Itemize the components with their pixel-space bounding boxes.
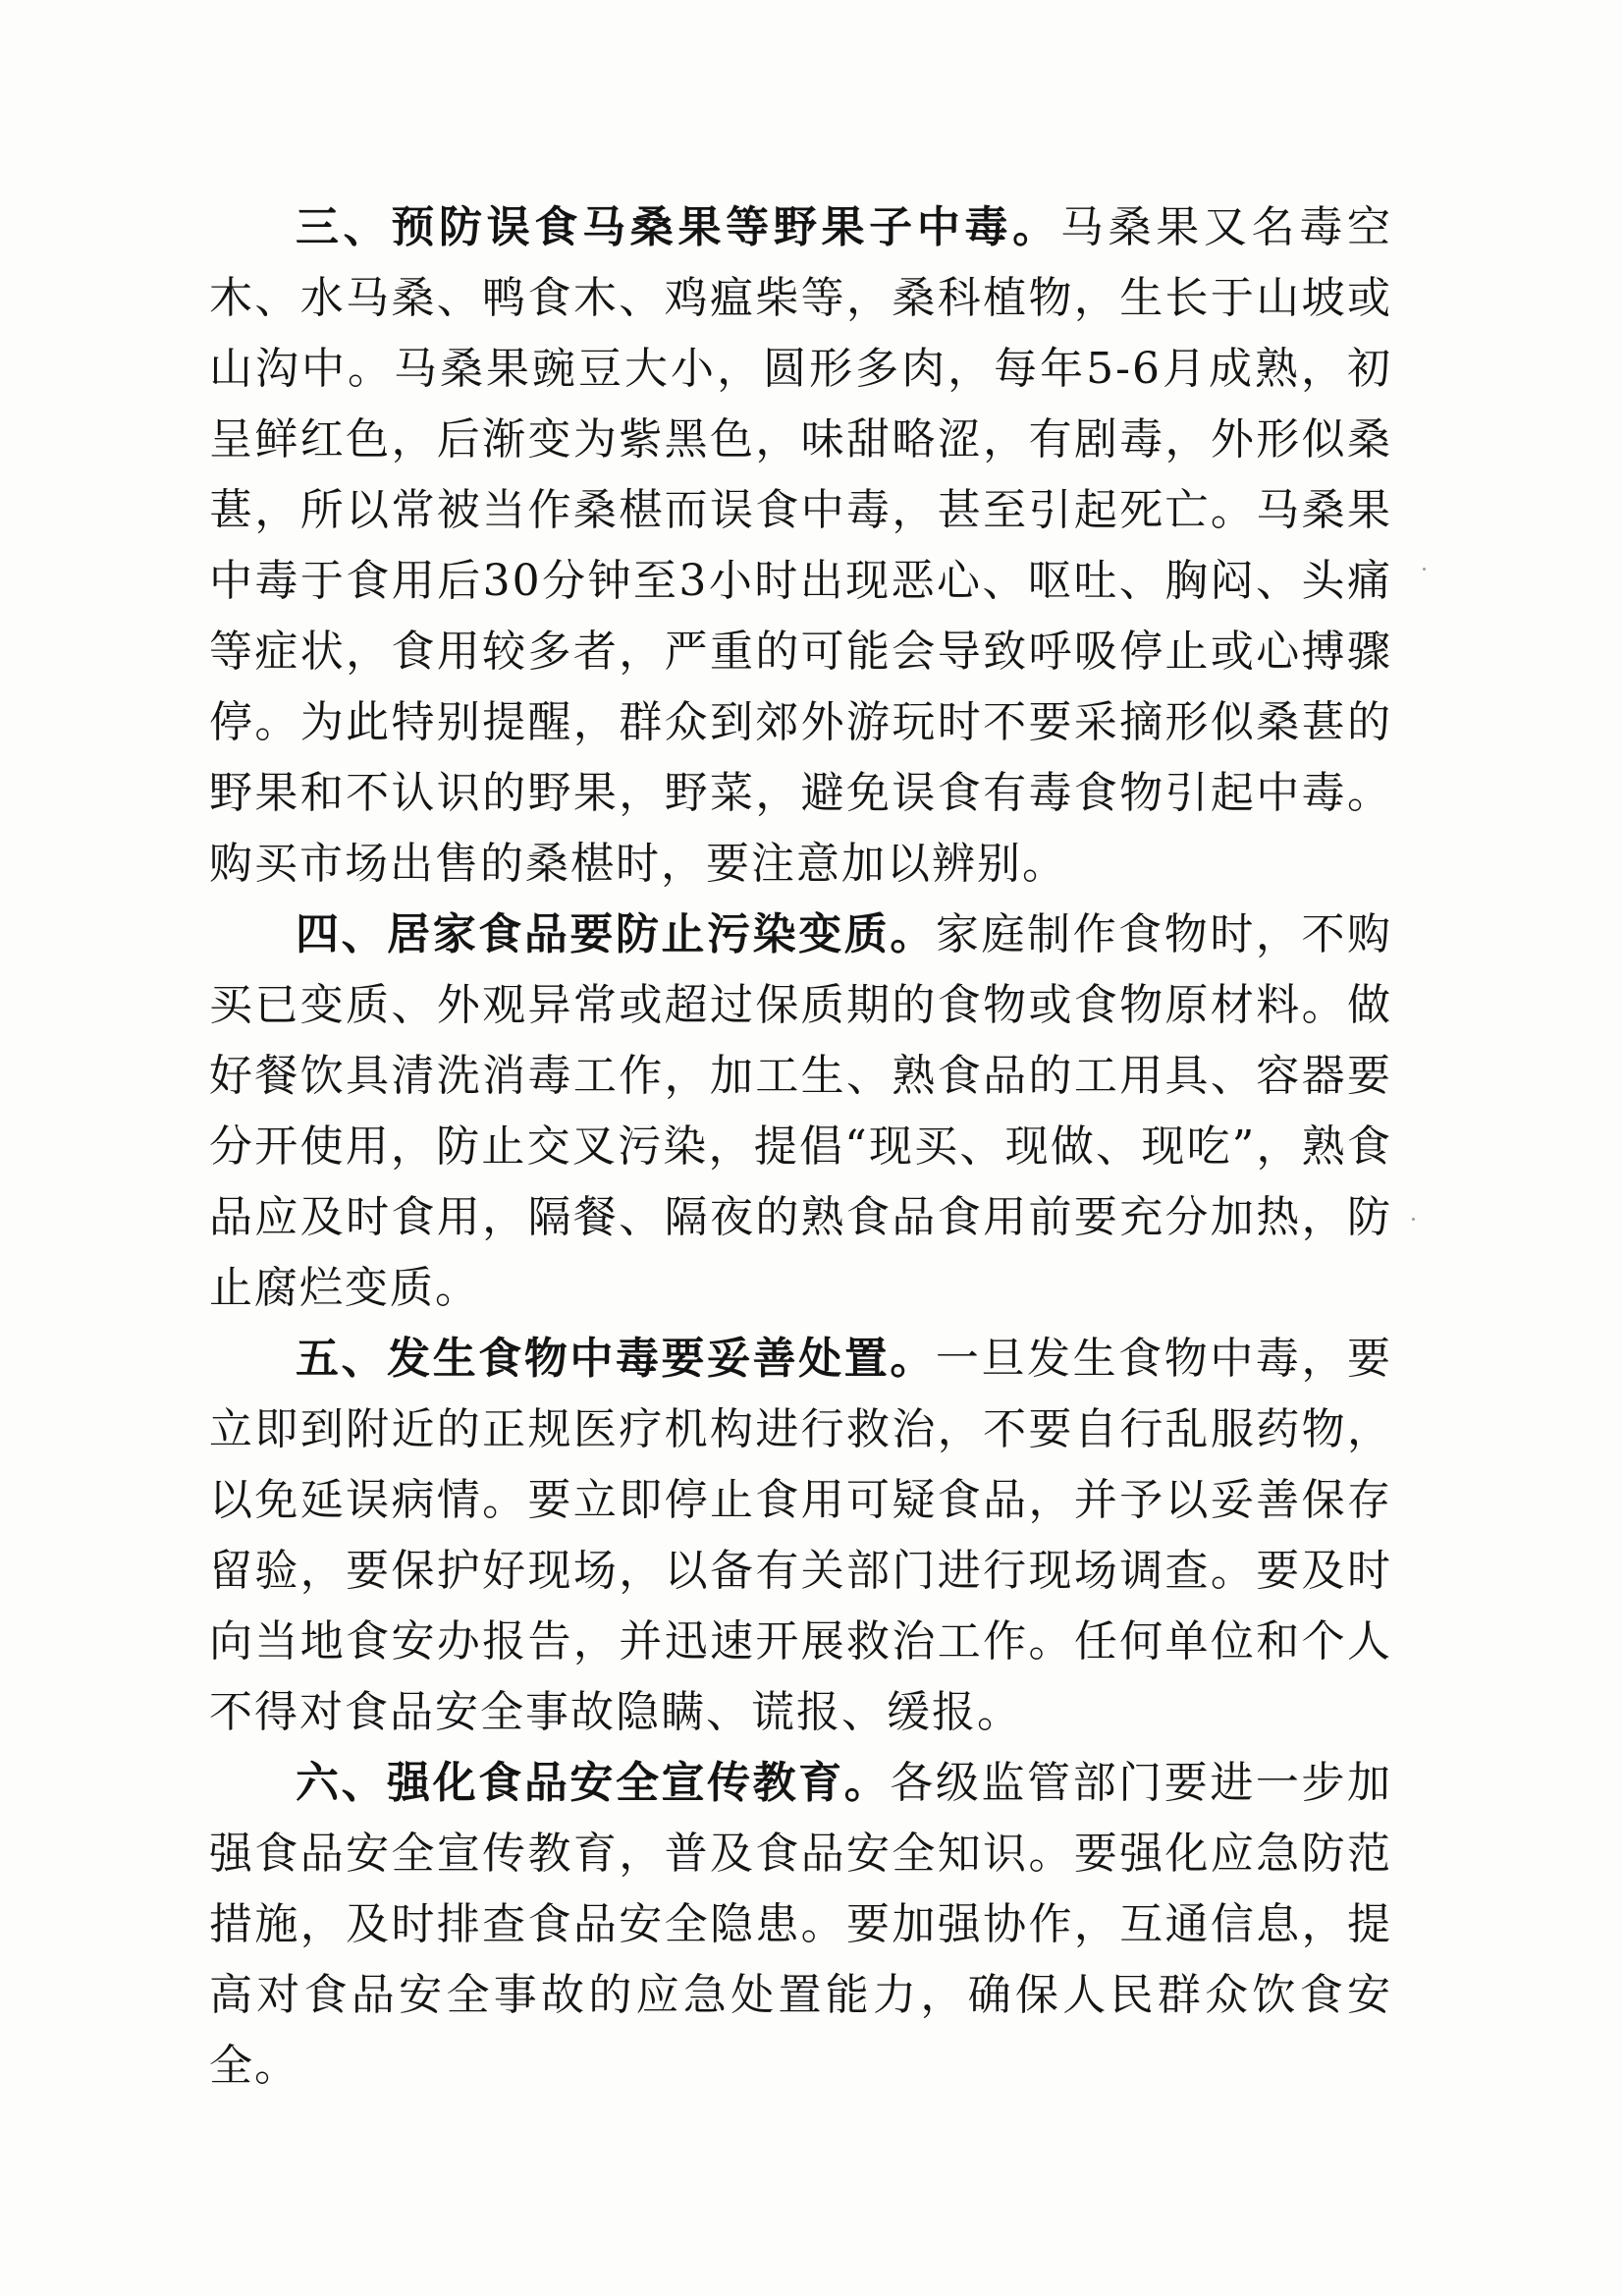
scan-speck <box>1423 568 1426 571</box>
document-body <box>209 192 1392 2102</box>
paragraph-3-text: 马桑果又名毒空木、水马桑、鸭食木、鸡瘟柴等，桑科植物，生长于山坡或山沟中。马桑果豌豆大小，圆形多肉，每年5-6月成熟，初呈鲜红色，后渐变为紫黑色，味甜略涩，有剧毒，外形似桑葚，所以常被当作桑椹而误食中毒，甚至引起死亡。马桑果中毒于食用后30分钟至3小时出现恶心、呕吐、胸闷、头痛等症状，食用较多者，严重的可能会导致呼吸停止或心搏骤停。为此特别提醒，群众到郊外游玩时不要采摘形似桑葚的野果和不认识的野果，野菜，避免误食有毒食物引起中毒。购买市场出售的桑椹时，要注意加以辨别。 <box>209 202 1393 889</box>
paragraph-5-heading: 五、发生食物中毒要妥善处置。 <box>296 1334 936 1384</box>
paragraph-3-heading: 三、预防误食马桑果等野果子中毒。 <box>296 202 1060 252</box>
paragraph-5 <box>209 1324 1392 1748</box>
paragraph-4-text: 家庭制作食物时，不购买已变质、外观异常或超过保质期的食物或食物原材料。做好餐饮具清洗消毒工作，加工生、熟食品的工用具、容器要分开使用，防止交叉污染，提倡“现买、现做、现吃”，熟食品应及时食用，隔餐、隔夜的熟食品食用前要充分加热，防止腐烂变质。 <box>209 909 1393 1313</box>
paragraph-6-heading: 六、强化食品安全宣传教育。 <box>296 1758 891 1808</box>
paragraph-4 <box>209 900 1392 1324</box>
paragraph-3 <box>209 192 1392 900</box>
paragraph-5-text: 一旦发生食物中毒，要立即到附近的正规医疗机构进行救治，不要自行乱服药物，以免延误病情。要立即停止食用可疑食品，并予以妥善保存留验，要保护好现场，以备有关部门进行现场调查。要及时向当地食安办报告，并迅速开展救治工作。任何单位和个人不得对食品安全事故隐瞒、谎报、缓报。 <box>209 1334 1393 1737</box>
paragraph-4-heading: 四、居家食品要防止污染变质。 <box>296 909 936 959</box>
scan-speck <box>1412 1218 1415 1221</box>
paragraph-6 <box>209 1748 1392 2102</box>
paragraph-6-text: 各级监管部门要进一步加强食品安全宣传教育，普及食品安全知识。要强化应急防范措施，及时排查食品安全隐患。要加强协作，互通信息，提高对食品安全事故的应急处置能力，确保人民群众饮食安全。 <box>209 1758 1393 2091</box>
